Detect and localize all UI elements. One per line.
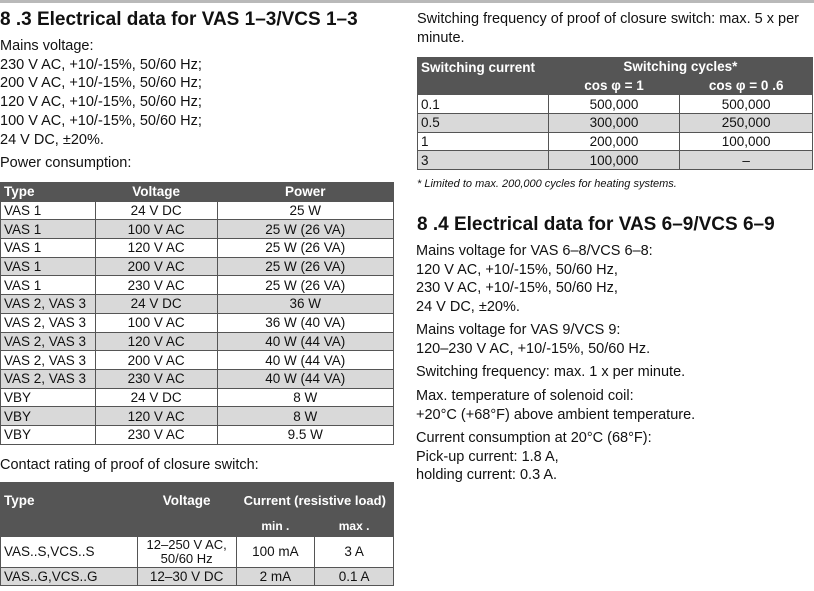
contact-rating-label: Contact rating of proof of closure switch: [0,457,259,473]
switching-frequency-line: Switching frequency of proof of closure switch: max. 5 x per [417,11,800,27]
section-heading-8-4: 8 .4 Electrical data for VAS 6–9/VCS 6–9 [417,214,775,235]
switching-cell-cos2: 100,000 [680,132,813,151]
table-row [418,114,813,133]
power-cell-power: 40 W (44 VA) [217,369,394,388]
contact-cell-voltage: 12–250 V AC, 50/60 Hz [137,536,236,567]
mains-voltage-block [0,37,202,149]
contact-cell-type: VAS..G,VCS..G [1,567,138,586]
power-cell-power: 25 W (26 VA) [217,276,394,295]
table-row [1,351,394,370]
current-consumption-line: holding current: 0.3 A. [416,467,558,484]
table-row [1,369,394,388]
power-cell-type: VAS 2, VAS 3 [1,332,96,351]
contact-header-min: min . [236,518,315,537]
mains-6-8-line: 230 V AC, +10/-15%, 50/60 Hz, [416,280,618,297]
switching-cell-cos2: 500,000 [680,95,813,114]
current-consumption-block [416,429,652,485]
mains-line: 230 V AC, +10/-15%, 50/60 Hz; [0,56,202,73]
table-row [1,313,394,332]
power-table-body [1,201,394,444]
mains-6-8-line: 24 V DC, ±20%. [416,299,520,316]
mains-voltage-label: Mains voltage: [0,38,94,54]
power-cell-voltage: 230 V AC [95,276,217,295]
table-row [1,388,394,407]
switching-header-current: Switching current [418,58,549,77]
power-cell-voltage: 120 V AC [95,239,217,258]
table-row [1,425,394,444]
power-header-power: Power [217,183,394,202]
power-cell-power: 25 W (26 VA) [217,239,394,258]
switching-header-cycles: Switching cycles* [548,58,812,77]
contact-header-spacer [1,518,138,537]
table-row [1,257,394,276]
contact-header-voltage: Voltage [137,483,236,518]
contact-cell-max: 3 A [315,536,394,567]
section-heading-8-3: 8 .3 Electrical data for VAS 1–3/VCS 1–3 [0,9,358,30]
switching-frequency-line: minute. [417,29,465,46]
power-header-voltage: Voltage [95,183,217,202]
contact-cell-voltage: 12–30 V DC [137,567,236,586]
power-cell-voltage: 24 V DC [95,295,217,314]
power-cell-voltage: 24 V DC [95,201,217,220]
contact-cell-type: VAS..S,VCS..S [1,536,138,567]
mains-6-8-line: Mains voltage for VAS 6–8/VCS 6–8: [416,243,653,259]
power-cell-type: VAS 1 [1,276,96,295]
power-cell-voltage: 200 V AC [95,257,217,276]
power-cell-power: 8 W [217,388,394,407]
table-row [418,95,813,114]
table-row [1,276,394,295]
contact-header-type: Type [1,483,138,518]
table-row [1,201,394,220]
power-cell-type: VAS 1 [1,220,96,239]
switching-cell-current: 3 [418,151,549,170]
coil-temperature-line: +20°C (+68°F) above ambient temperature. [416,406,696,423]
contact-cell-min: 2 mA [236,567,315,586]
mains-line: 100 V AC, +10/-15%, 50/60 Hz; [0,112,202,129]
power-cell-power: 40 W (44 VA) [217,332,394,351]
power-cell-type: VAS 2, VAS 3 [1,369,96,388]
switching-cell-cos1: 500,000 [548,95,680,114]
contact-header-max: max . [315,518,394,537]
power-cell-power: 25 W (26 VA) [217,257,394,276]
power-cell-power: 36 W [217,295,394,314]
power-cell-type: VAS 2, VAS 3 [1,295,96,314]
power-table [0,182,394,445]
mains-line: 120 V AC, +10/-15%, 50/60 Hz; [0,94,202,111]
table-row [418,151,813,170]
coil-temperature-line: Max. temperature of solenoid coil: [416,388,634,404]
switching-cell-current: 1 [418,132,549,151]
power-header-type: Type [1,183,96,202]
power-cell-type: VAS 1 [1,239,96,258]
switching-cell-cos2: 250,000 [680,114,813,133]
mains-line: 24 V DC, ±20%. [0,131,104,148]
switching-cell-cos2: – [680,151,813,170]
power-cell-power: 8 W [217,407,394,426]
table-row [1,220,394,239]
power-consumption-label: Power consumption: [0,155,132,171]
mains-9-line: Mains voltage for VAS 9/VCS 9: [416,322,621,338]
mains-voltage-6-8-block [416,242,653,317]
contact-cell-max: 0.1 A [315,567,394,586]
power-cell-voltage: 230 V AC [95,369,217,388]
mains-voltage-9-block [416,321,650,358]
switching-cell-cos1: 200,000 [548,132,680,151]
table-row [418,132,813,151]
switching-cell-cos1: 300,000 [548,114,680,133]
switching-header-cos1: cos φ = 1 [548,76,680,95]
power-cell-type: VBY [1,388,96,407]
table-row [1,295,394,314]
power-cell-voltage: 100 V AC [95,313,217,332]
power-cell-type: VAS 2, VAS 3 [1,351,96,370]
power-cell-type: VAS 2, VAS 3 [1,313,96,332]
power-cell-power: 25 W (26 VA) [217,220,394,239]
power-cell-type: VAS 1 [1,201,96,220]
power-cell-voltage: 100 V AC [95,220,217,239]
switching-footnote: * Limited to max. 200,000 cycles for heating systems. [417,178,677,190]
contact-cell-min: 100 mA [236,536,315,567]
mains-line: 200 V AC, +10/-15%, 50/60 Hz; [0,75,202,92]
table-row [1,332,394,351]
power-cell-voltage: 24 V DC [95,388,217,407]
table-row [1,567,394,586]
switching-cell-cos1: 100,000 [548,151,680,170]
coil-temperature-block [416,387,695,424]
switching-header-spacer [418,76,549,95]
switching-header-cos2: cos φ = 0 .6 [680,76,813,95]
switching-cell-current: 0.5 [418,114,549,133]
power-cell-voltage: 120 V AC [95,332,217,351]
current-consumption-line: Current consumption at 20°C (68°F): [416,430,652,446]
contact-header-current: Current (resistive load) [236,483,393,518]
table-row [1,239,394,258]
power-cell-type: VBY [1,407,96,426]
power-cell-power: 25 W [217,201,394,220]
top-rule [0,0,814,3]
switching-cycles-table [417,57,813,170]
switching-frequency-text [417,10,799,47]
mains-9-line: 120–230 V AC, +10/-15%, 50/60 Hz. [416,340,651,357]
switching-table-body [418,95,813,170]
contact-table [0,482,394,586]
contact-header-spacer [137,518,236,537]
power-cell-power: 9.5 W [217,425,394,444]
power-cell-voltage: 200 V AC [95,351,217,370]
table-row [1,407,394,426]
mains-6-8-line: 120 V AC, +10/-15%, 50/60 Hz, [416,261,618,278]
power-cell-voltage: 120 V AC [95,407,217,426]
power-cell-power: 40 W (44 VA) [217,351,394,370]
power-cell-type: VAS 1 [1,257,96,276]
switching-frequency-6-9: Switching frequency: max. 1 x per minute. [416,364,686,380]
table-row [1,536,394,567]
current-consumption-line: Pick-up current: 1.8 A, [416,448,559,465]
power-cell-voltage: 230 V AC [95,425,217,444]
power-cell-type: VBY [1,425,96,444]
switching-cell-current: 0.1 [418,95,549,114]
power-cell-power: 36 W (40 VA) [217,313,394,332]
